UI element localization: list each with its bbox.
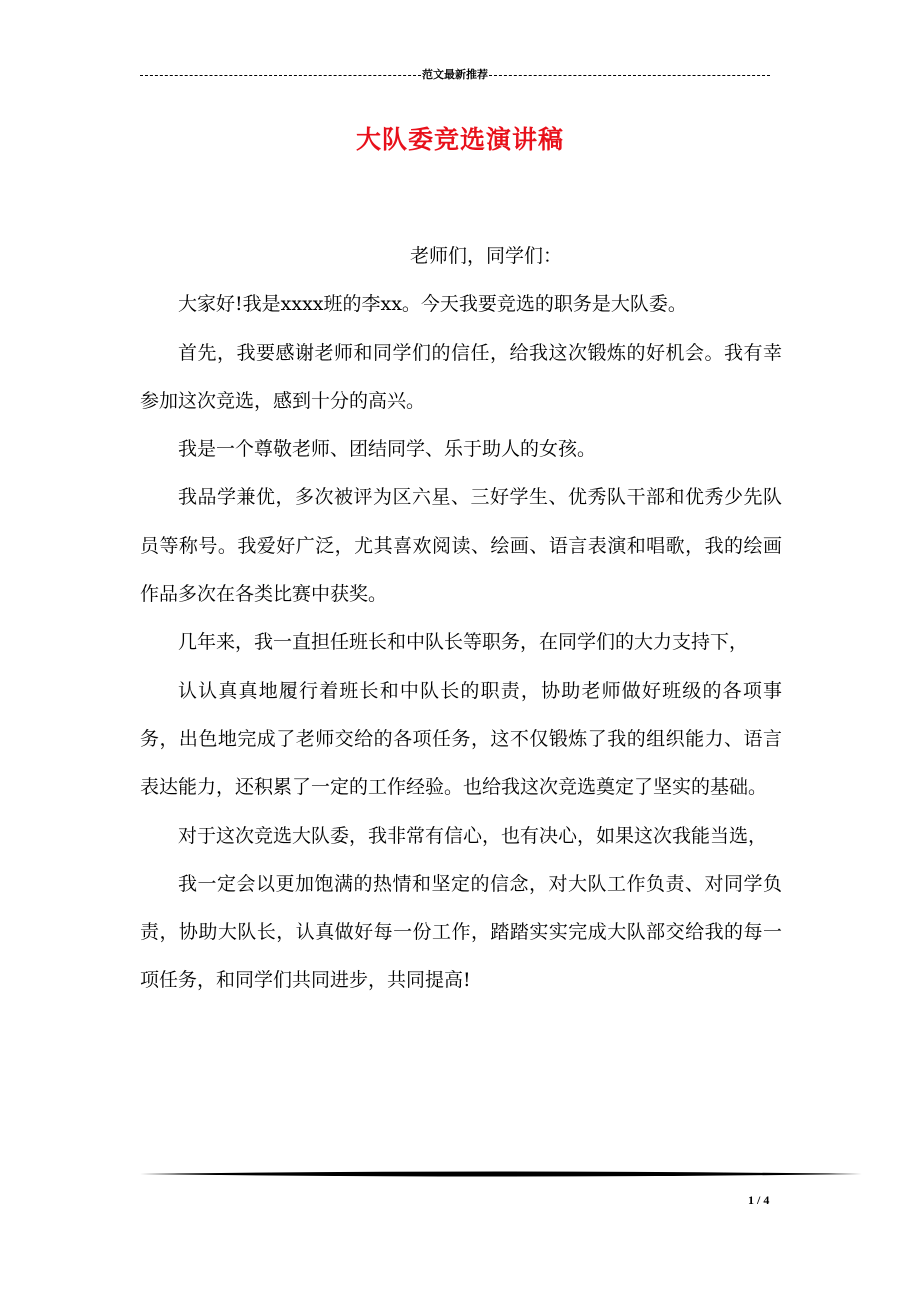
paragraph: 首先，我要感谢老师和同学们的信任，给我这次锻炼的好机会。我有幸参加这次竞选，感到十分的高兴。 — [140, 341, 782, 412]
paragraph: 认认真真地履行着班长和中队长的职责，协助老师做好班级的各项事务，出色地完成了老师交给的各项任务，这不仅锻炼了我的组织能力、语言表达能力，还积累了一定的工作经验。也给我这次竞选奠定了坚实的基础。 — [140, 679, 782, 799]
paragraph: 我品学兼优，多次被评为区六星、三好学生、优秀队干部和优秀少先队员等称号。我爱好广泛，尤其喜欢阅读、绘画、语言表演和唱歌，我的绘画作品多次在各类比赛中获奖。 — [140, 486, 782, 606]
header-line — [140, 68, 770, 82]
header-dash-left — [140, 75, 421, 76]
page-number: 1 / 4 — [748, 1193, 770, 1207]
salutation: 老师们，同学们： — [410, 245, 563, 267]
paragraph: 对于这次竞选大队委，我非常有信心，也有决心，如果这次我能当选， — [178, 824, 768, 847]
paragraph: 大家好!我是xxxx班的李xx。今天我要竞选的职务是大队委。 — [178, 293, 687, 316]
header-label: 范文最新推荐 — [422, 68, 488, 81]
document-body — [140, 232, 782, 1005]
paragraph: 几年来，我一直担任班长和中队长等职务，在同学们的大力支持下， — [178, 631, 749, 654]
paragraph: 我是一个尊敬老师、团结同学、乐于助人的女孩。 — [178, 438, 597, 461]
header-dash-right — [489, 75, 770, 76]
footer-rule — [140, 1170, 862, 1178]
paragraph: 我一定会以更加饱满的热情和坚定的信念，对大队工作负责、对同学负责，协助大队长，认真做好每一份工作，踏踏实实完成大队部交给我的每一项任务，和同学们共同进步，共同提高! — [140, 872, 782, 992]
document-title: 大队委竞选演讲稿 — [355, 125, 564, 154]
